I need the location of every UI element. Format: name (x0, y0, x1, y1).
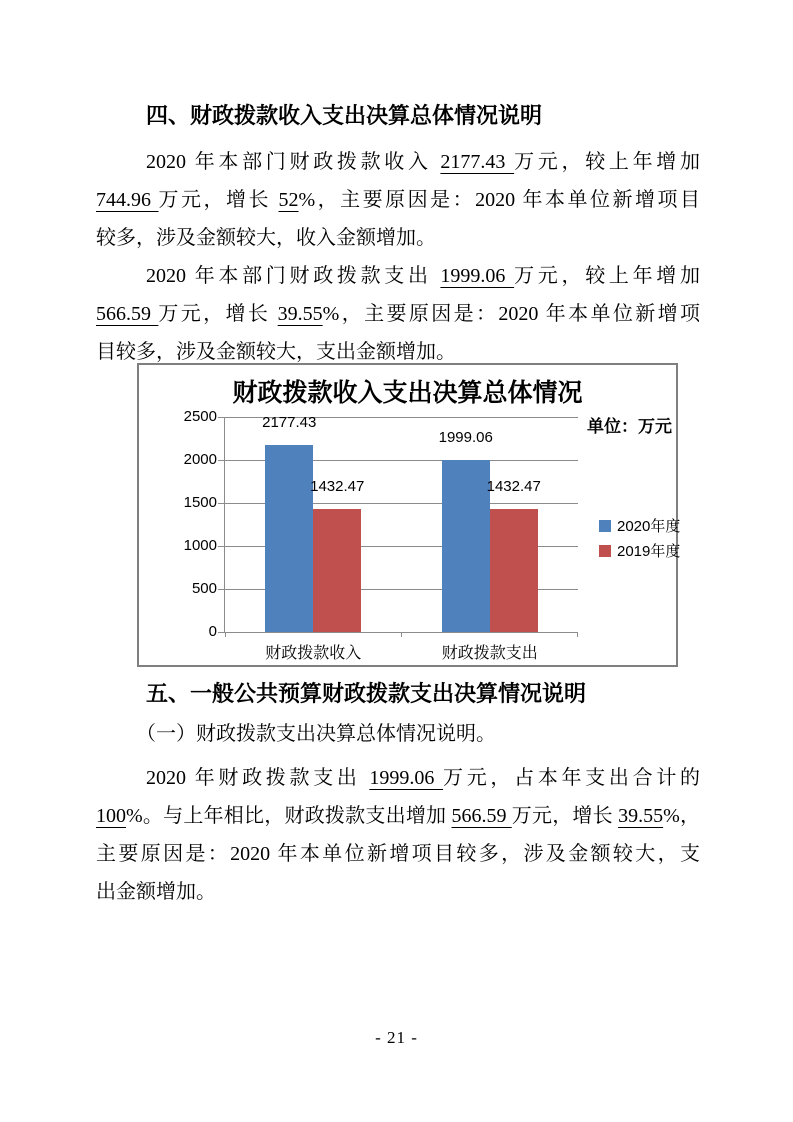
y-axis-label: 500 (191, 580, 217, 597)
text-run: 较多，涉及金额较大，收入金额增加。 (96, 227, 436, 249)
underlined-value: 744.96 (96, 189, 159, 211)
section-heading-4: 四、财政拨款收入支出决算总体情况说明 (146, 103, 543, 128)
y-axis-tick (218, 503, 225, 504)
underlined-value: 39.55 (277, 303, 323, 325)
bar (490, 509, 538, 632)
x-axis-label: 财政拨款支出 (441, 645, 538, 662)
text-run: 目较多，涉及金额较大，支出金额增加。 (96, 341, 456, 363)
text-line (96, 295, 700, 333)
text-run: 2020 年财政拨款支出 (146, 767, 370, 789)
text-run: 2020 年本部门财政拨款支出 (146, 265, 441, 287)
section5-subheading: （一）财政拨款支出决算总体情况说明。 (136, 723, 496, 745)
legend-row (599, 513, 680, 538)
chart-plot (183, 408, 578, 662)
bar (265, 445, 313, 632)
underlined-value: 566.59 (451, 805, 512, 827)
text-line (96, 181, 700, 219)
legend-label: 2019年度 (617, 543, 681, 560)
underlined-value: 100 (96, 805, 126, 827)
text-line (96, 835, 700, 873)
paragraph-expense-detail (96, 759, 700, 911)
underlined-value: 39.55 (618, 805, 664, 827)
y-axis-tick (218, 632, 225, 633)
y-axis-label: 1000 (183, 537, 217, 554)
bar-value-label: 1432.47 (486, 477, 541, 495)
y-axis-tick (218, 546, 225, 547)
bar-value-label: 2177.43 (262, 413, 317, 431)
text-line (96, 257, 700, 295)
bar-value-label: 1432.47 (310, 477, 365, 495)
text-run: 万元，增长 (158, 189, 279, 211)
gridline (225, 632, 578, 633)
underlined-value: 52 (278, 189, 299, 211)
text-line (96, 219, 700, 257)
text-run: %，主要原因是：2020 年本单位新增项目 (298, 189, 701, 211)
bar-value-label: 1999.06 (438, 429, 493, 447)
text-run: 万元，占本年支出合计的 (443, 767, 701, 789)
text-run: 出金额增加。 (96, 881, 216, 903)
underlined-value: 2177.43 (440, 151, 515, 173)
y-axis-label: 2000 (183, 451, 217, 468)
bar (313, 509, 361, 632)
section-heading-5: 五、一般公共预算财政拨款支出决算情况说明 (146, 681, 587, 706)
text-run: 万元，增长 (158, 303, 278, 325)
x-axis-tick (225, 632, 226, 637)
text-line (96, 143, 700, 181)
text-line (96, 797, 700, 835)
underlined-value: 1999.06 (440, 265, 515, 287)
budget-bar-chart (137, 363, 681, 667)
legend-row (599, 538, 680, 563)
underlined-value: 1999.06 (369, 767, 444, 789)
text-run: %。与上年相比，财政拨款支出增加 (126, 805, 452, 827)
text-run: 万元，较上年增加 (514, 265, 701, 287)
legend-label: 2020年度 (617, 518, 681, 535)
text-run: 主要原因是：2020 年本单位新增项目较多，涉及金额较大，支 (96, 843, 700, 865)
y-axis-tick (218, 460, 225, 461)
underlined-value: 566.59 (96, 303, 159, 325)
x-axis-tick (577, 632, 578, 637)
text-run: %，主要原因是：2020 年本单位新增项 (322, 303, 701, 325)
text-line (96, 759, 700, 797)
chart-unit-label: 单位：万元 (587, 417, 672, 436)
x-axis-label: 财政拨款收入 (265, 645, 362, 662)
page-number: - 21 - (375, 1028, 418, 1047)
chart-legend (599, 513, 680, 563)
paragraph-expense (96, 257, 700, 371)
text-run: 万元，较上年增加 (514, 151, 701, 173)
y-axis-label: 2500 (183, 408, 217, 425)
chart-title: 财政拨款收入支出决算总体情况 (232, 379, 583, 407)
legend-swatch-icon (599, 545, 611, 557)
y-axis-tick (218, 417, 225, 418)
text-run: 万元，增长 (511, 805, 619, 827)
text-run: 2020 年本部门财政拨款收入 (146, 151, 441, 173)
y-axis-label: 0 (208, 623, 217, 640)
paragraph-income (96, 143, 700, 257)
y-axis-line (224, 417, 225, 633)
text-run: %， (663, 805, 700, 827)
y-axis-tick (218, 589, 225, 590)
y-axis-label: 1500 (183, 494, 217, 511)
x-axis-tick (401, 632, 402, 637)
text-line (96, 873, 700, 911)
legend-swatch-icon (599, 520, 611, 532)
